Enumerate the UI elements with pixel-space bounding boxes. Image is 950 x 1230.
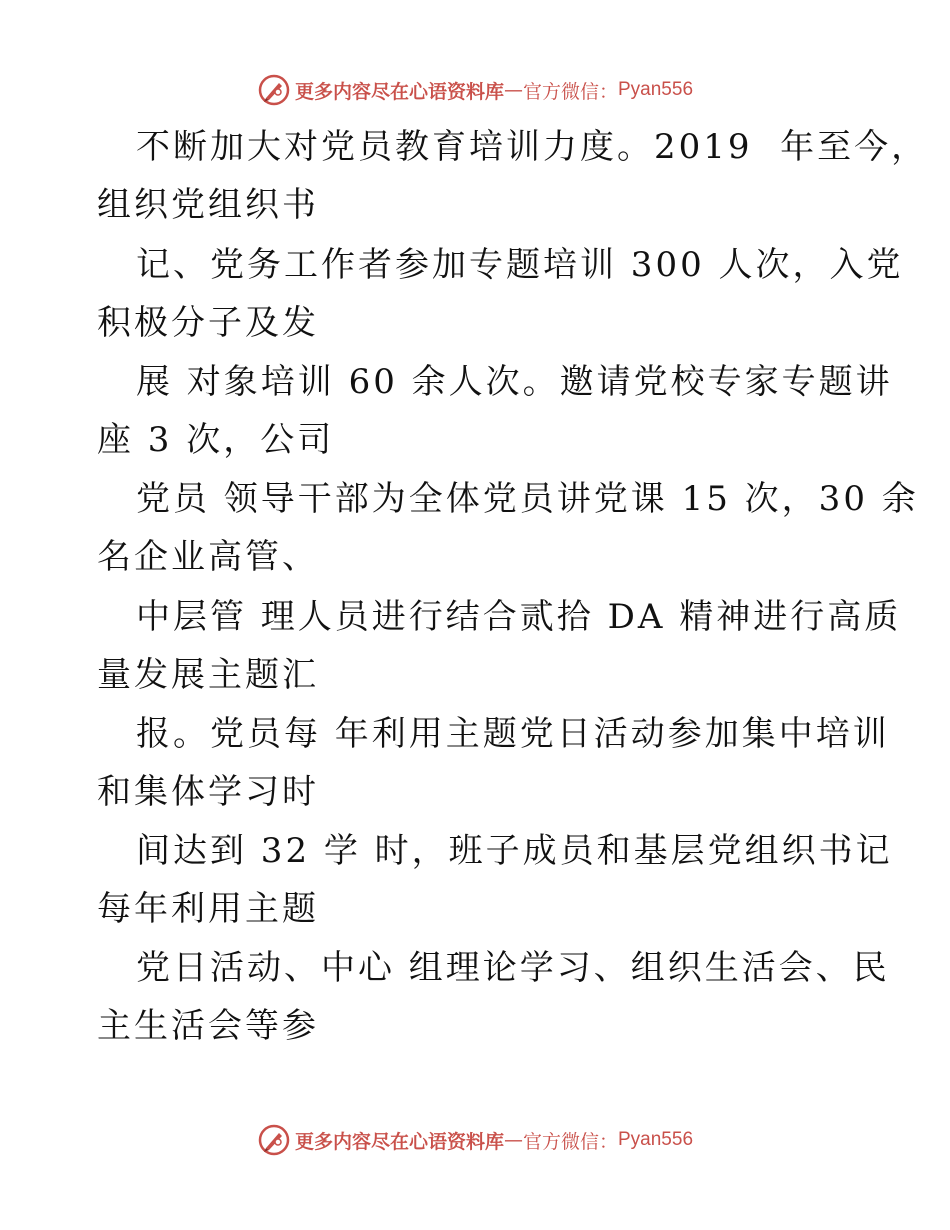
body-line: 座 3 次，公司 xyxy=(97,420,335,460)
banner-wechat-label: 官方微信： xyxy=(522,1130,618,1153)
body-line: 党日活动、中心 组理论学习、组织生活会、民 xyxy=(136,948,890,988)
body-line: 中层管 理人员进行结合贰拾 DA 精神进行高质 xyxy=(136,597,902,637)
body-line: 名企业高管、 xyxy=(97,537,319,577)
body-line: 积极分子及发 xyxy=(97,303,319,343)
body-line: 间达到 32 学 时，班子成员和基层党组织书记 xyxy=(136,831,893,871)
banner-wechat-id: Pyan556 xyxy=(618,79,694,100)
banner-wechat-id: Pyan556 xyxy=(618,1129,694,1150)
body-line: 党员 领导干部为全体党员讲党课 15 次，30 余 xyxy=(136,479,919,519)
body-line: 不断加大对党员教育培训力度。2019 年至今， xyxy=(136,127,929,167)
body-line: 组织党组织书 xyxy=(97,185,319,225)
body-line: 每年利用主题 xyxy=(97,889,319,929)
body-line: 主生活会等参 xyxy=(97,1006,319,1046)
pen-logo-icon xyxy=(257,1123,291,1157)
body-line: 报。党员每 年利用主题党日活动参加集中培训 xyxy=(136,714,890,754)
banner-main-text: 更多内容尽在心语资料库 xyxy=(294,80,504,103)
body-line: 量发展主题汇 xyxy=(97,655,319,695)
pen-logo-icon xyxy=(257,73,291,107)
body-line: 展 对象培训 60 余人次。邀请党校专家专题讲 xyxy=(136,362,893,402)
banner-separator: — xyxy=(503,1129,523,1151)
banner-separator: — xyxy=(503,79,523,101)
body-line: 和集体学习时 xyxy=(97,772,319,812)
banner-main-text: 更多内容尽在心语资料库 xyxy=(294,1130,504,1153)
banner-wechat-label: 官方微信： xyxy=(522,80,618,103)
header-banner xyxy=(0,70,950,110)
body-line: 记、党务工作者参加专题培训 300 人次，入党 xyxy=(136,245,904,285)
footer-banner xyxy=(0,1120,950,1160)
